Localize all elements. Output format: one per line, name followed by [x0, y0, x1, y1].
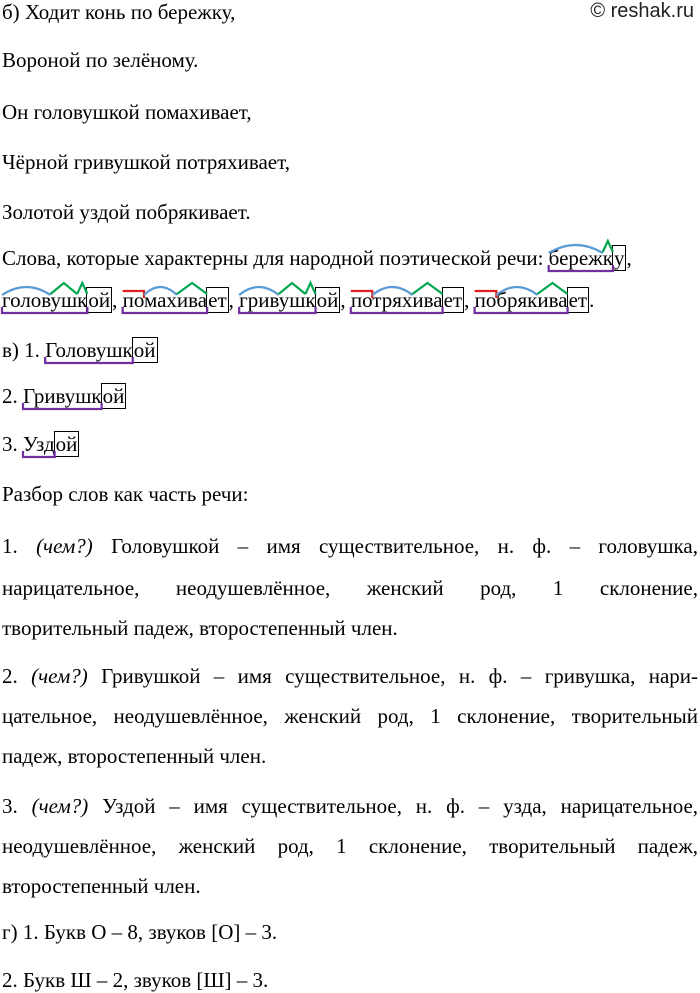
- poem-line-2: Вороной по зелёному.: [2, 48, 199, 72]
- word-stem: побрякива: [474, 288, 568, 312]
- analysis-text: Уздой – имя существительное, н. ф. – узда, нарицательное,: [102, 794, 699, 818]
- morph-word-uzdoy-v: [23, 432, 79, 456]
- folk-words-list-line: [2, 288, 594, 312]
- morph-word-grivushkoy: [239, 288, 340, 312]
- section-label-b: б): [2, 0, 20, 24]
- item-number: 3.: [2, 794, 18, 818]
- analysis-p1-line-1: [2, 534, 698, 558]
- word-stem: бережк: [548, 246, 613, 270]
- word-ending-box: ой: [55, 432, 78, 456]
- morph-word-pomakhivaet: [123, 288, 229, 312]
- folk-words-intro-line: [2, 246, 632, 270]
- analysis-p3-line-2: неодушевлённое, женский род, 1 склонение, творительный падеж,: [2, 834, 698, 858]
- word-stem: Узд: [23, 432, 55, 456]
- item-number: 2.: [2, 384, 18, 408]
- analysis-p3-line-3: второстепенный член.: [2, 874, 201, 898]
- comma: ,: [228, 288, 234, 312]
- analysis-text: Головушкой – имя существительное, н. ф. – головушка,: [111, 534, 698, 558]
- word-ending-box: ет: [568, 288, 588, 312]
- poem-text: Ходит конь по бережку,: [24, 0, 236, 24]
- comma: ,: [464, 288, 470, 312]
- word-stem: потряхива: [350, 288, 443, 312]
- word-stem: Гривушк: [23, 384, 102, 408]
- morph-word-potryakhivaet: [351, 288, 464, 312]
- question: (чем?): [31, 664, 88, 688]
- question: (чем?): [31, 794, 89, 818]
- word-stem: помахива: [122, 288, 208, 312]
- analysis-p3-line-1: [2, 794, 698, 818]
- morph-word-golovushkoy: [2, 288, 112, 312]
- period: .: [589, 288, 595, 312]
- morph-word-pobryakivaet: [475, 288, 589, 312]
- comma: ,: [626, 246, 632, 270]
- analysis-p2-line-2: цательное, неодушевлённое, женский род, 1 склонение, творительный: [2, 704, 698, 728]
- item-number: 2.: [2, 664, 18, 688]
- word-ending-box: ой: [88, 288, 111, 312]
- analysis-title: Разбор слов как часть речи:: [2, 482, 249, 506]
- item-number: 1.: [2, 534, 18, 558]
- section-g-line-1: [2, 920, 277, 944]
- section-v-item-2: [2, 384, 126, 408]
- section-g-text: 1. Букв О – 8, звуков [О] – 3.: [22, 920, 278, 944]
- poem-line-5: Золотой уздой побрякивает.: [2, 200, 251, 224]
- word-ending-box: ой: [316, 288, 339, 312]
- analysis-p2-line-3: падеж, второстепенный член.: [2, 744, 267, 768]
- analysis-p2-line-1: [2, 664, 698, 688]
- poem-line-1: [2, 0, 235, 24]
- word-stem: головушк: [2, 288, 88, 312]
- comma: ,: [340, 288, 346, 312]
- word-ending-box: у: [613, 246, 625, 270]
- analysis-p1-line-2: нарицательное, неодушевлённое, женский род, 1 склонение,: [2, 576, 698, 600]
- comma: ,: [112, 288, 118, 312]
- item-number: 1.: [24, 338, 40, 362]
- section-v-item-1: [2, 338, 158, 362]
- section-label-v: в): [2, 338, 19, 362]
- folk-words-intro: Слова, которые характерны для народной поэтической речи:: [2, 246, 544, 270]
- word-ending-box: ой: [102, 384, 125, 408]
- word-stem: Головушк: [45, 338, 133, 362]
- question: (чем?): [36, 534, 93, 558]
- morph-word-grivushkoy-v: [23, 384, 126, 408]
- section-v-item-3: [2, 432, 79, 456]
- section-label-g: г): [2, 920, 18, 944]
- section-g-line-2: 2. Букв Ш – 2, звуков [Ш] – 3.: [2, 968, 269, 992]
- morph-word-golovushkoy-v: [45, 338, 157, 362]
- analysis-text: Гривушкой – имя существительное, н. ф. – гривушка, нари-: [101, 664, 698, 688]
- poem-line-3: Он головушкой помахивает,: [2, 100, 252, 124]
- word-ending-box: ой: [133, 338, 156, 362]
- word-ending-box: ет: [443, 288, 463, 312]
- background-watermark: [0, 701, 262, 948]
- watermark-text: © reshak.ru: [590, 0, 694, 22]
- word-stem: гривушк: [239, 288, 316, 312]
- item-number: 3.: [2, 432, 18, 456]
- analysis-p1-line-3: творительный падеж, второстепенный член.: [2, 616, 398, 640]
- word-ending-box: ет: [208, 288, 227, 312]
- poem-line-4: Чёрной гривушкой потряхивает,: [2, 150, 290, 174]
- morph-word-berezhku: [549, 246, 627, 270]
